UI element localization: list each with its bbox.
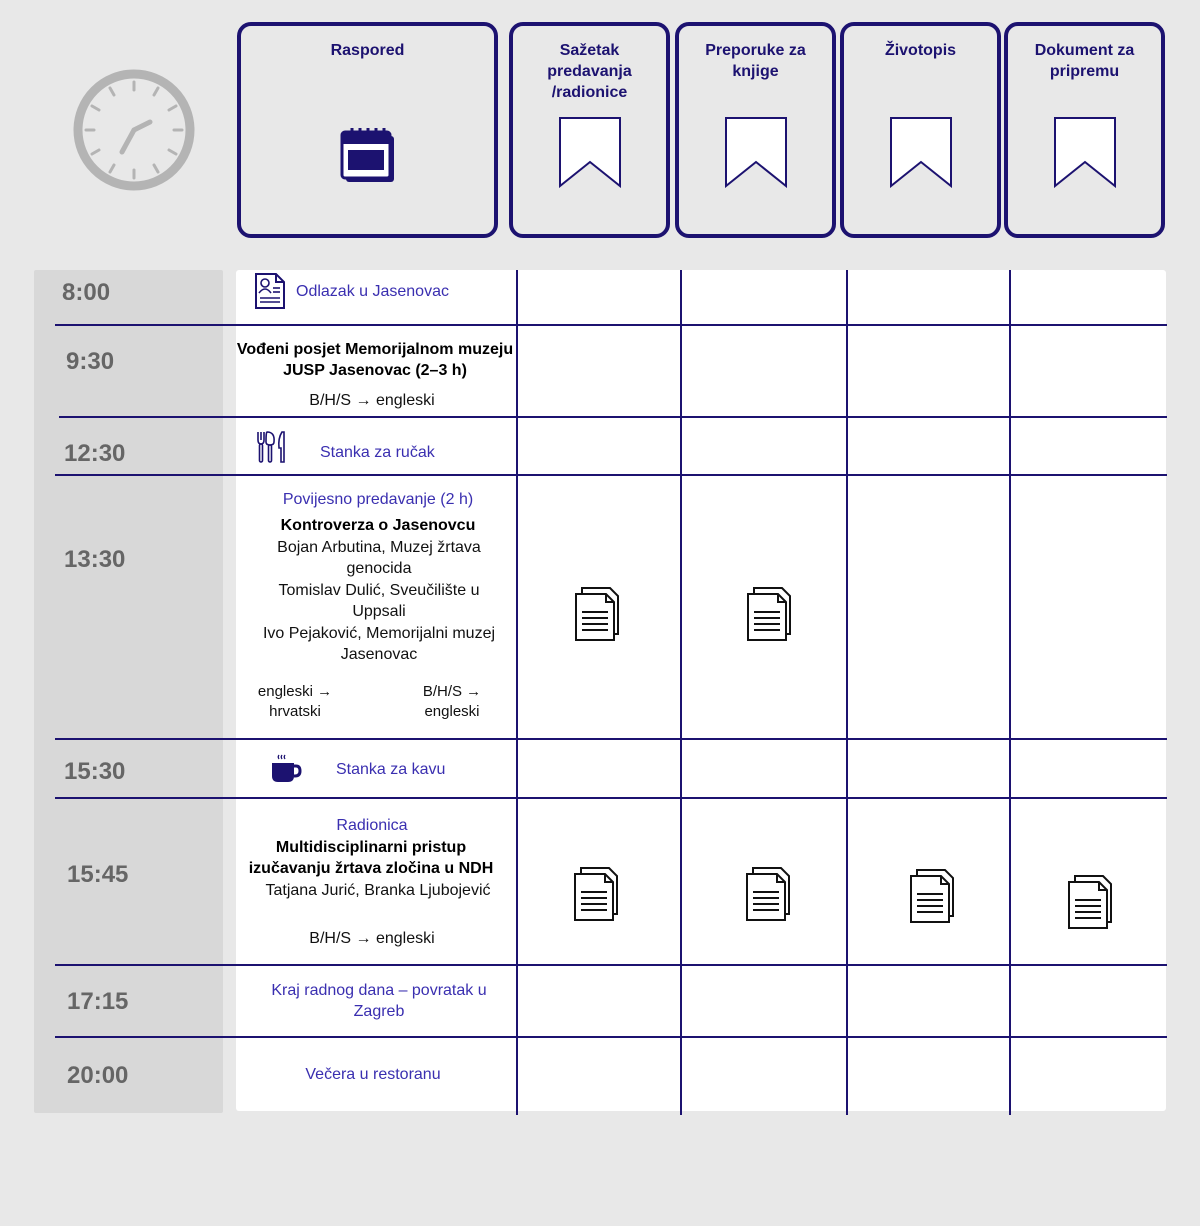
column-divider bbox=[516, 270, 518, 1115]
language-info: B/H/S → engleski bbox=[309, 930, 435, 947]
time-column bbox=[34, 270, 223, 1113]
event-title: Kontroverza o Jasenovcu bbox=[280, 517, 476, 534]
event-title: Multidisciplinarni pristup izučavanju žrtava zločina u NDH bbox=[248, 839, 494, 877]
event-title: Stanka za ručak bbox=[320, 444, 435, 461]
speaker: Tatjana Jurić, Branka Ljubojević bbox=[265, 882, 491, 899]
document-icon[interactable] bbox=[1067, 874, 1115, 930]
row-divider bbox=[59, 416, 1167, 418]
calendar-icon bbox=[338, 126, 398, 186]
tab-label: Preporuke za knjige bbox=[705, 42, 806, 80]
row-divider bbox=[55, 964, 1167, 966]
row-divider bbox=[55, 738, 1167, 740]
speaker: Tomislav Dulić, Sveučilište u Uppsali bbox=[278, 582, 480, 620]
bookmark-icon bbox=[1053, 116, 1117, 188]
row-divider bbox=[55, 797, 1167, 799]
tab-zivotopis[interactable] bbox=[840, 22, 1001, 238]
event-title: Vođeni posjet Memorijalnom muzeju JUSP Jasenovac (2–3 h) bbox=[236, 341, 514, 379]
event-type: Radionica bbox=[336, 817, 408, 834]
document-icon[interactable] bbox=[746, 586, 794, 642]
speaker: Ivo Pejaković, Memorijalni muzej Jasenovac bbox=[262, 625, 496, 663]
time-label: 15:30 bbox=[64, 758, 126, 785]
tab-label: Raspored bbox=[330, 42, 405, 59]
time-label: 12:30 bbox=[64, 440, 126, 467]
column-divider bbox=[680, 270, 682, 1115]
tab-label: Životopis bbox=[884, 42, 957, 59]
language-info: B/H/S → engleski bbox=[309, 392, 435, 409]
tab-preporuke[interactable] bbox=[675, 22, 836, 238]
cutlery-icon bbox=[256, 430, 288, 464]
event-title: Odlazak u Jasenovac bbox=[296, 283, 449, 300]
event-title: Stanka za kavu bbox=[336, 761, 446, 778]
document-person-icon bbox=[254, 272, 286, 310]
time-label: 15:45 bbox=[67, 861, 129, 888]
event-title: Večera u restoranu bbox=[305, 1066, 441, 1083]
tab-sazetak[interactable] bbox=[509, 22, 670, 238]
document-icon[interactable] bbox=[745, 866, 793, 922]
language-info: engleski → hrvatski bbox=[257, 683, 333, 720]
time-label: 13:30 bbox=[64, 546, 126, 573]
bookmark-icon bbox=[558, 116, 622, 188]
row-divider bbox=[55, 1036, 1167, 1038]
speaker: Bojan Arbutina, Muzej žrtava genocida bbox=[277, 539, 481, 577]
time-label: 8:00 bbox=[62, 279, 111, 306]
row-divider bbox=[55, 324, 1167, 326]
clock-icon bbox=[72, 68, 196, 192]
tab-dokument[interactable] bbox=[1004, 22, 1165, 238]
time-label: 9:30 bbox=[66, 348, 115, 375]
row-divider bbox=[55, 474, 1167, 476]
event-type: Povijesno predavanje (2 h) bbox=[282, 491, 474, 508]
tab-label: Dokument za pripremu bbox=[1034, 42, 1135, 80]
column-divider bbox=[846, 270, 848, 1115]
tab-raspored[interactable] bbox=[237, 22, 498, 238]
coffee-cup-icon bbox=[270, 754, 302, 784]
time-label: 17:15 bbox=[67, 988, 129, 1015]
bookmark-icon bbox=[724, 116, 788, 188]
bookmark-icon bbox=[889, 116, 953, 188]
document-icon[interactable] bbox=[573, 866, 621, 922]
document-icon[interactable] bbox=[574, 586, 622, 642]
language-info: B/H/S → engleski bbox=[422, 683, 482, 720]
event-title: Kraj radnog dana – povratak u Zagreb bbox=[271, 982, 487, 1020]
document-icon[interactable] bbox=[909, 868, 957, 924]
column-divider bbox=[1009, 270, 1011, 1115]
tab-label: Sažetak predavanja /radionice bbox=[547, 42, 632, 101]
time-label: 20:00 bbox=[67, 1062, 129, 1089]
